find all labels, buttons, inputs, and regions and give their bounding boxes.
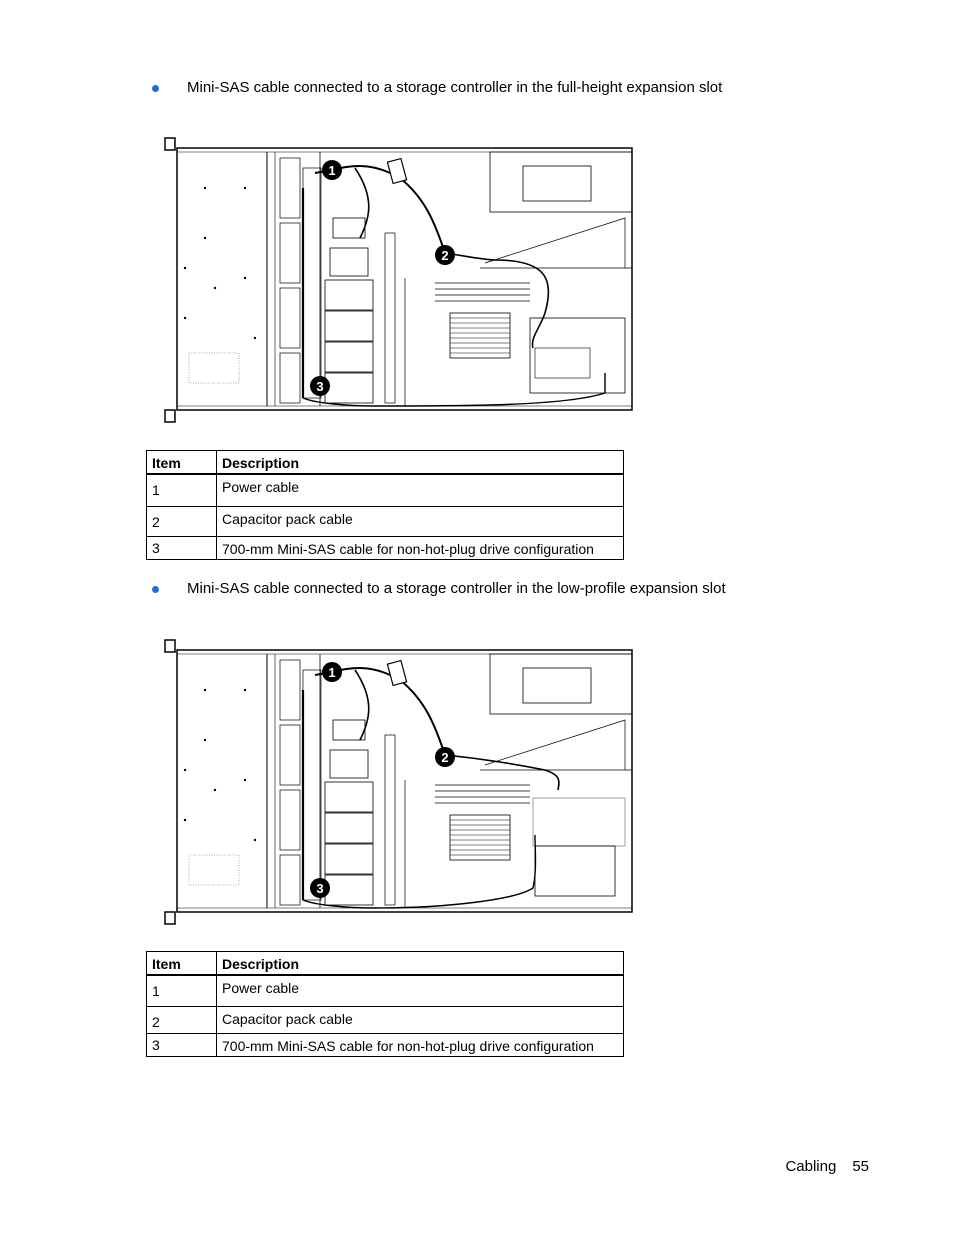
table-row	[147, 536, 624, 559]
svg-text:2: 2	[441, 750, 449, 765]
cell-description: Capacitor pack cable	[217, 1006, 624, 1033]
table-row	[147, 1033, 624, 1056]
server-cabling-diagram-low-profile	[145, 630, 645, 925]
cell-description: Power cable	[217, 474, 624, 506]
callout-2	[435, 747, 455, 767]
item-table	[146, 450, 624, 560]
callout-3	[310, 376, 330, 396]
page-footer	[785, 1158, 869, 1175]
header-item: Item	[147, 952, 217, 976]
table-row	[147, 474, 624, 506]
footer-section-name: Cabling	[785, 1158, 837, 1175]
diagram-svg	[145, 128, 645, 423]
callout-1	[322, 662, 342, 682]
cell-item: 2	[147, 506, 217, 536]
svg-text:3: 3	[316, 379, 324, 394]
callout-3	[310, 878, 330, 898]
cell-item: 2	[147, 1006, 217, 1033]
callout-2	[435, 245, 455, 265]
svg-text:1: 1	[328, 163, 336, 178]
svg-text:3: 3	[316, 881, 324, 896]
table-header-row	[147, 952, 624, 976]
callout-1	[322, 160, 342, 180]
header-item: Item	[147, 451, 217, 475]
table-row	[147, 506, 624, 536]
header-description: Description	[217, 451, 624, 475]
item-table	[146, 951, 624, 1057]
bullet-icon	[152, 586, 159, 593]
svg-text:2: 2	[441, 248, 449, 263]
table-header-row	[147, 451, 624, 475]
cell-description: Power cable	[217, 975, 624, 1006]
diagram-svg	[145, 630, 645, 925]
bullet-icon	[152, 85, 159, 92]
cell-description: 700-mm Mini-SAS cable for non-hot-plug drive configuration	[217, 536, 624, 559]
cell-description: Capacitor pack cable	[217, 506, 624, 536]
page-number: 55	[852, 1158, 869, 1175]
bullet-text: Mini-SAS cable connected to a storage controller in the full-height expansion slot	[187, 79, 723, 96]
table-row	[147, 1006, 624, 1033]
cell-description: 700-mm Mini-SAS cable for non-hot-plug drive configuration	[217, 1033, 624, 1056]
bullet-text: Mini-SAS cable connected to a storage controller in the low-profile expansion slot	[187, 580, 726, 597]
svg-text:1: 1	[328, 665, 336, 680]
server-cabling-diagram-full-height	[145, 128, 645, 423]
header-description: Description	[217, 952, 624, 976]
table-row	[147, 975, 624, 1006]
cell-item: 1	[147, 975, 217, 1006]
cell-item: 3	[147, 1033, 217, 1056]
cell-item: 3	[147, 536, 217, 559]
cell-item: 1	[147, 474, 217, 506]
